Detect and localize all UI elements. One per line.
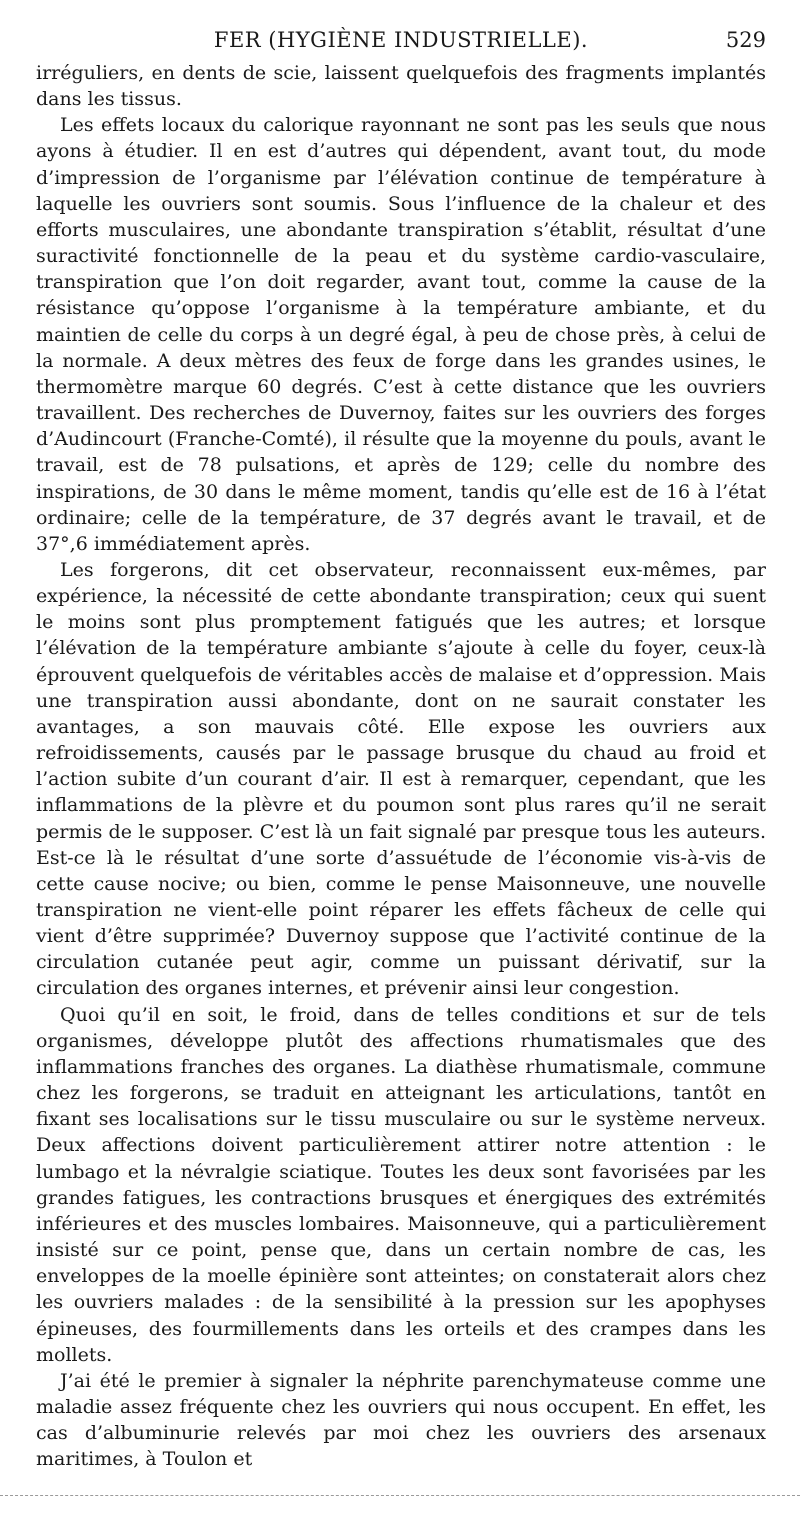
running-head [36, 28, 766, 60]
paragraph-rhumatismes: Quoi qu’il en soit, le froid, dans de telles conditions et sur de tels organismes, développe plutôt des affections rhumatismales que des inflammations franches des organes. La diathèse rhumatismale, commune chez les forgerons, se traduit en atteignant les articulations, tantôt en fixant ses localisations sur le tissu musculaire ou sur le système nerveux. Deux affections doivent particulièrement attirer notre attention : le lumbago et la névralgie sciatique. Toutes les deux sont favorisées par les grandes fatigues, les contractions brusques et énergiques des extrémités inférieures et des muscles lombaires. Maisonneuve, qui a particulièrement insisté sur ce point, pense que, dans un certain nombre de cas, les enveloppes de la moelle épinière sont atteintes; on constaterait alors chez les ouvriers malades : de la sensibilité à la pression sur les apophyses épineuses, des fourmillements dans les orteils et des crampes dans les mollets. [36, 1003, 766, 1366]
paragraph-calorique: Les effets locaux du calorique rayonnant ne sont pas les seuls que nous ayons à étudier. Il en est d’autres qui dépendent, avant tout, du mode d’impression de l’organisme par l’élévation continue de température à laquelle les ouvriers sont soumis. Sous l’influence de la chaleur et des efforts musculaires, une abondante transpiration s’établit, résultat d’une suractivité fonctionnelle de la peau et du système cardio-vasculaire, transpiration que l’on doit regarder, avant tout, comme la cause de la résistance qu’oppose l’organisme à la température ambiante, et du maintien de celle du corps à un degré égal, à peu de chose près, à celui de la normale. A deux mètres des feux de forge dans les grandes usines, le thermomètre marque 60 degrés. C’est à cette distance que les ouvriers travaillent. Des recherches de Duvernoy, faites sur les ouvriers des forges d’Audincourt (Franche-Comté), il résulte que la moyenne du pouls, avant le travail, est de 78 pulsations, et après de 129; celle du nombre des inspirations, de 30 dans le même moment, tandis qu’elle est de 16 à l’état ordinaire; celle de la température, de 37 degrés avant le travail, et de 37°,6 immédiatement après. [36, 114, 766, 555]
paragraph-continuation: irréguliers, en dents de scie, laissent quelquefois des fragments implantés dans les tissus. [36, 62, 766, 111]
paragraph-nephrite: J’ai été le premier à signaler la néphrite parenchymateuse comme une maladie assez fréquente chez les ouvriers qui nous occupent. En effet, les cas d’albuminurie relevés par moi chez les ouvriers des arsenaux maritimes, à Toulon et [36, 1369, 766, 1471]
running-title: FER (HYGIÈNE INDUSTRIELLE). [213, 28, 589, 52]
body-text [36, 60, 766, 1472]
document-page [36, 28, 766, 1472]
page-number: 529 [725, 28, 766, 52]
paragraph-forgerons: Les forgerons, dit cet observateur, reconnaissent eux-mêmes, par expérience, la nécessité de cette abondante transpiration; ceux qui suent le moins sont plus promptement fatigués que les autres; et lorsque l’élévation de la température ambiante s’ajoute à celle du foyer, ceux-là éprouvent quelquefois de véritables accès de malaise et d’oppression. Mais une transpiration aussi abondante, dont on ne saurait constater les avantages, a son mauvais côté. Elle expose les ouvriers aux refroidissements, causés par le passage brusque du chaud au froid et l’action subite d’un courant d’air. Il est à remarquer, cependant, que les inflammations de la plèvre et du poumon sont plus rares qu’il ne serait permis de le supposer. C’est là un fait signalé par presque tous les auteurs. Est-ce là le résultat d’une sorte d’assuétude de l’économie vis-à-vis de cette cause nocive; ou bien, comme le pense Maisonneuve, une nouvelle transpiration ne vient-elle point réparer les effets fâcheux de celle qui vient d’être supprimée? Duvernoy suppose que l’activité continue de la circulation cutanée peut agir, comme un puissant dérivatif, sur la circulation des organes internes, et prévenir ainsi leur congestion. [36, 558, 766, 1000]
footer-rule [0, 1495, 800, 1497]
